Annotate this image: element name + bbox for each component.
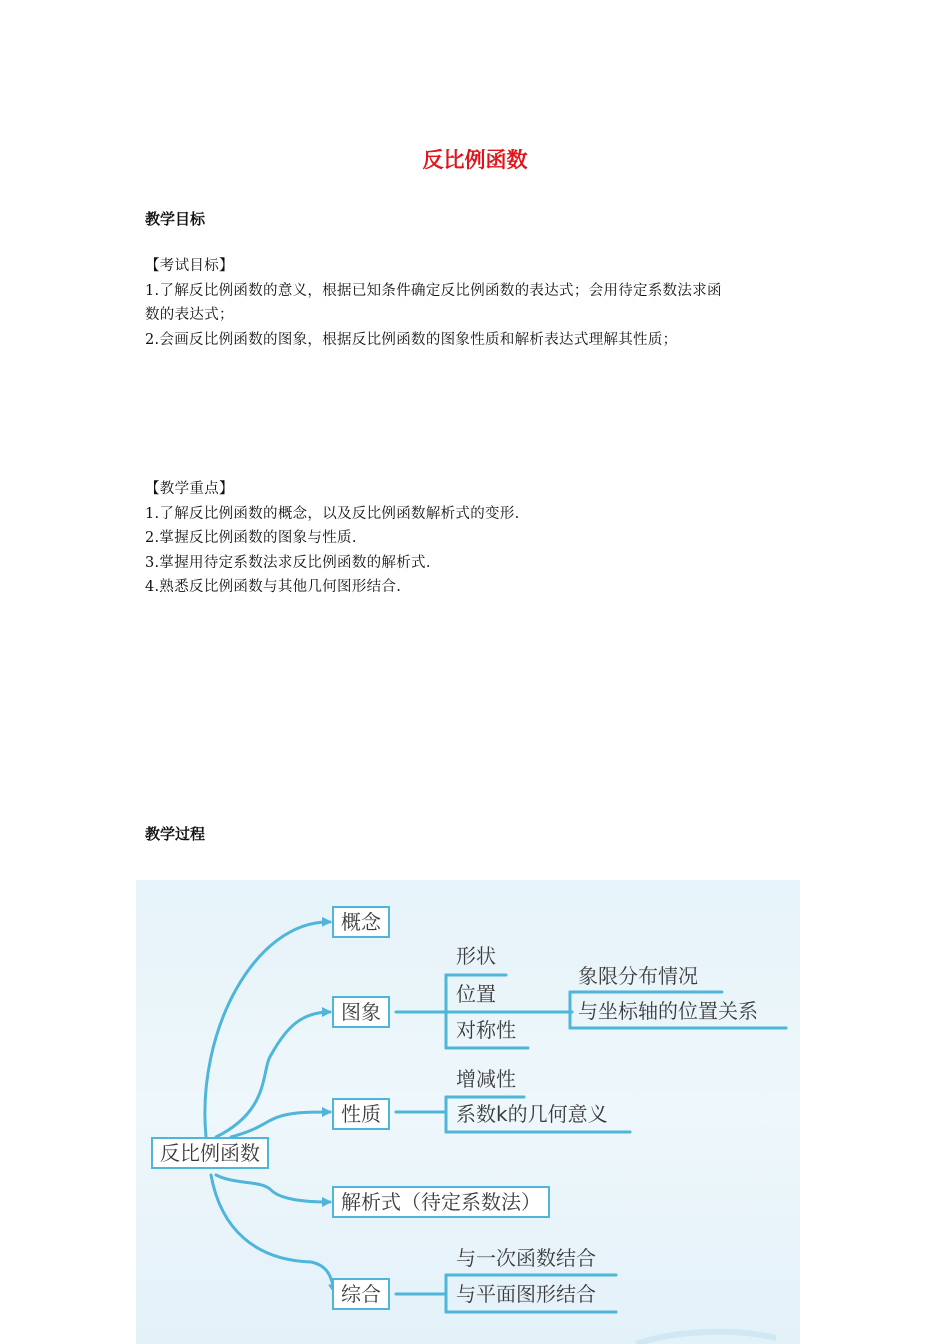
section-heading-goals: 教学目标 xyxy=(145,210,206,228)
combined-child-linear: 与一次函数结合 xyxy=(456,1246,596,1270)
combined-child-plane: 与平面图形结合 xyxy=(456,1282,596,1306)
position-child-axis: 与坐标轴的位置关系 xyxy=(578,999,758,1023)
graph-child-shape: 形状 xyxy=(456,944,496,968)
position-child-quadrant: 象限分布情况 xyxy=(578,964,698,988)
mind-map-diagram xyxy=(136,880,800,1344)
key-point-line: 3.掌握用待定系数法求反比例函数的解析式. xyxy=(145,554,431,571)
key-point-line: 2.掌握反比例函数的图象与性质. xyxy=(145,530,357,546)
mind-map-root: 反比例函数 xyxy=(151,1137,269,1169)
key-points-heading: 【教学重点】 xyxy=(145,481,234,497)
exam-goal-line: 数的表达式； xyxy=(145,307,234,323)
graph-child-symmetry: 对称性 xyxy=(456,1018,516,1042)
key-point-line: 1.了解反比例函数的概念，以及反比例函数解析式的变形. xyxy=(145,505,520,522)
exam-goals-block xyxy=(145,254,815,352)
branch-analytic: 解析式（待定系数法） xyxy=(332,1186,550,1218)
connector-analytic xyxy=(216,1175,330,1202)
decorative-swoosh xyxy=(636,1332,776,1344)
branch-combined: 综合 xyxy=(332,1278,390,1310)
property-child-k-meaning: 系数k的几何意义 xyxy=(456,1102,608,1126)
exam-goal-line: 2.会画反比例函数的图象，根据反比例函数的图象性质和解析表达式理解其性质； xyxy=(145,331,678,348)
connector-concept xyxy=(205,922,330,1137)
document-title: 反比例函数 xyxy=(422,148,528,172)
branch-graph: 图象 xyxy=(332,996,390,1028)
property-child-monotonicity: 增减性 xyxy=(456,1067,516,1091)
branch-concept: 概念 xyxy=(332,906,390,938)
key-points-block xyxy=(145,477,815,600)
exam-goals-heading: 【考试目标】 xyxy=(145,258,234,274)
branch-property: 性质 xyxy=(332,1098,390,1130)
graph-child-position: 位置 xyxy=(456,982,496,1006)
exam-goal-line: 1.了解反比例函数的意义，根据已知条件确定反比例函数的表达式；会用待定系数法求函 xyxy=(145,282,722,299)
section-heading-process: 教学过程 xyxy=(145,825,206,843)
key-point-line: 4.熟悉反比例函数与其他几何图形结合. xyxy=(145,579,402,595)
